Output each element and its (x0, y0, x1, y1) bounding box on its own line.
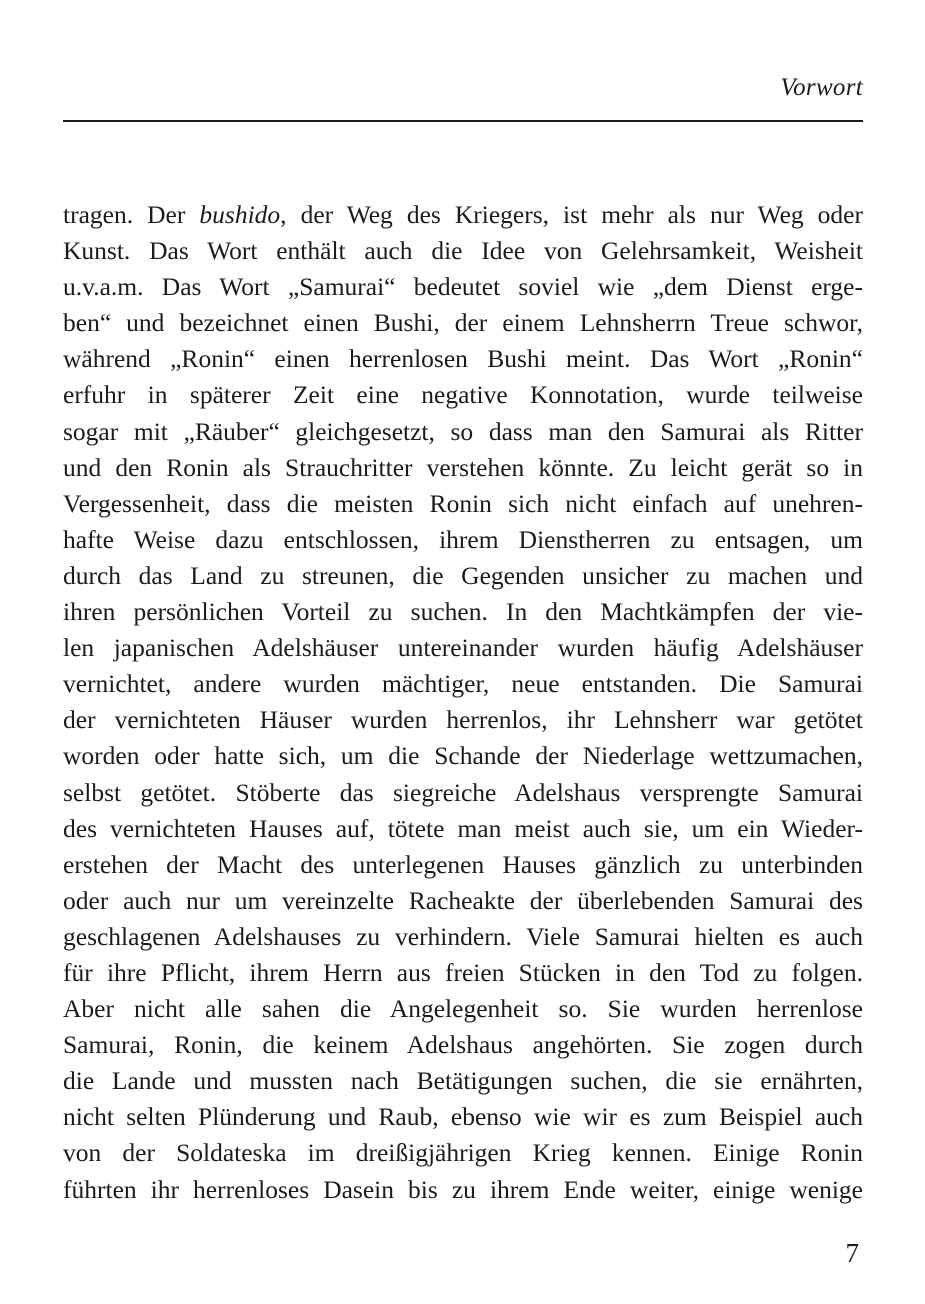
text-line: Samurai, Ronin, die keinem Adelshaus angehörten. Sie zogen durch (63, 1030, 863, 1060)
running-header-title: Vorwort (780, 74, 863, 101)
text-line: erstehen der Macht des unterlegenen Hauses gänzlich zu unterbinden (63, 849, 863, 879)
text-line: vernichtet, andere wurden mächtiger, neue entstanden. Die Samurai (63, 669, 863, 699)
text-line: von der Soldateska im dreißigjährigen Krieg kennen. Einige Ronin (63, 1138, 863, 1168)
text-line: worden oder hatte sich, um die Schande der Niederlage wettzumachen, (63, 741, 863, 771)
text-line: der vernichteten Häuser wurden herrenlos, ihr Lehnsherr war getötet (63, 705, 863, 735)
page-number: 7 (845, 1238, 859, 1268)
text-line: die Lande und mussten nach Betätigungen suchen, die sie ernährten, (63, 1066, 863, 1096)
text-line: und den Ronin als Strauchritter verstehen könnte. Zu leicht gerät so in (63, 452, 863, 482)
text-line: während „Ronin“ einen herrenlosen Bushi meint. Das Wort „Ronin“ (63, 344, 863, 374)
text-line: Aber nicht alle sahen die Angelegenheit so. Sie wurden herrenlose (63, 994, 863, 1024)
italic-term: bushido (199, 200, 281, 229)
text-line: oder auch nur um vereinzelte Racheakte der überlebenden Samurai des (63, 885, 863, 915)
text-segment: tragen. Der (63, 200, 200, 229)
text-line: durch das Land zu streunen, die Gegenden unsicher zu machen und (63, 560, 863, 590)
text-line: für ihre Pflicht, ihrem Herrn aus freien Stücken in den Tod zu folgen. (63, 957, 863, 987)
text-line (63, 197, 863, 233)
text-line: führten ihr herrenloses Dasein bis zu ihrem Ende weiter, einige wenige (63, 1174, 863, 1204)
text-line: hafte Weise dazu entschlossen, ihrem Dienstherren zu entsagen, um (63, 524, 863, 554)
text-line: nicht selten Plünderung und Raub, ebenso wie wir es zum Beispiel auch (63, 1102, 863, 1132)
text-line: ben“ und bezeichnet einen Bushi, der einem Lehnsherrn Treue schwor, (63, 308, 863, 338)
text-line: Kunst. Das Wort enthält auch die Idee von Gelehrsamkeit, Weisheit (63, 236, 863, 266)
text-line: ihren persönlichen Vorteil zu suchen. In den Machtkämpfen der vie- (63, 597, 863, 627)
text-line: des vernichteten Hauses auf, tötete man meist auch sie, um ein Wieder- (63, 813, 863, 843)
text-line: sogar mit „Räuber“ gleichgesetzt, so dass man den Samurai als Ritter (63, 416, 863, 446)
text-segment: , der Weg des Kriegers, ist mehr als nur Weg oder (280, 200, 863, 229)
text-line: len japanischen Adelshäuser untereinander wurden häufig Adelshäuser (63, 633, 863, 663)
text-line: geschlagenen Adelshauses zu verhindern. Viele Samurai hielten es auch (63, 921, 863, 951)
text-line: u.v.a.m. Das Wort „Samurai“ bedeutet soviel wie „dem Dienst erge- (63, 272, 863, 302)
text-line: selbst getötet. Stöberte das siegreiche Adelshaus versprengte Samurai (63, 777, 863, 807)
header-rule (63, 120, 863, 122)
text-line: Vergessenheit, dass die meisten Ronin sich nicht einfach auf unehren- (63, 488, 863, 518)
body-paragraph (63, 197, 863, 1208)
text-line: erfuhr in späterer Zeit eine negative Konnotation, wurde teilweise (63, 380, 863, 410)
